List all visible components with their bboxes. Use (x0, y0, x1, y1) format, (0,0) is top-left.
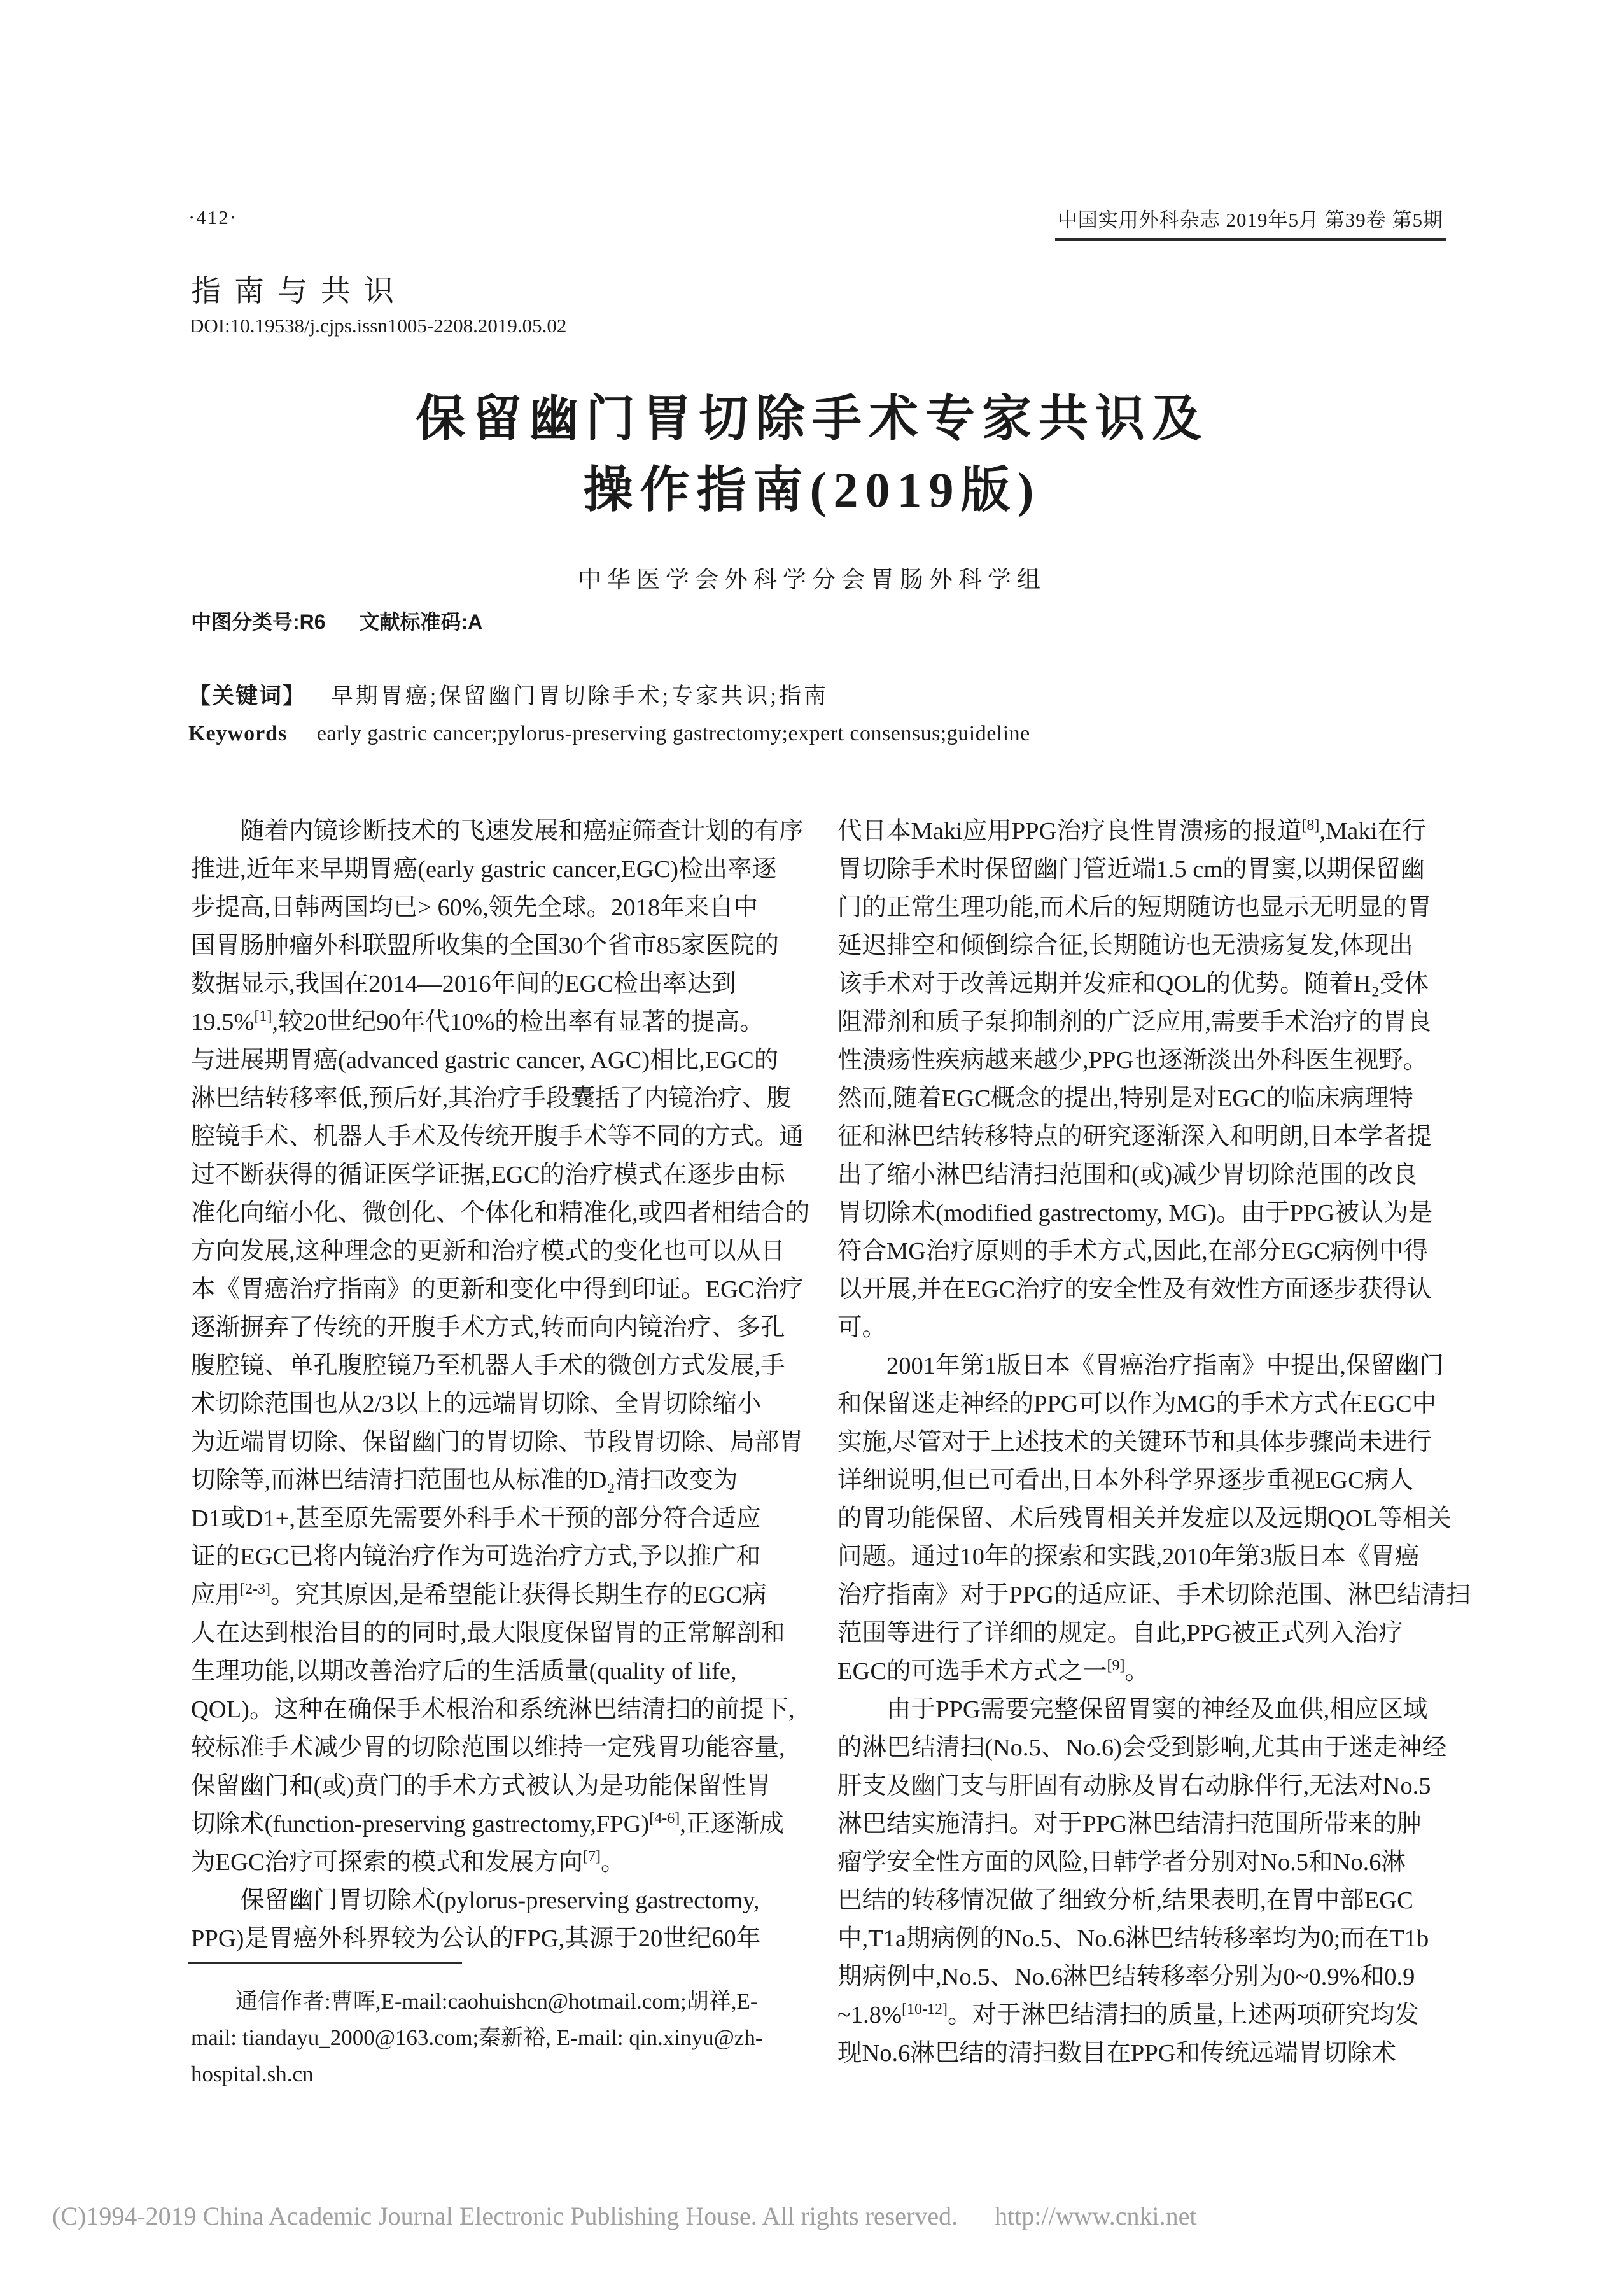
text-line: 保留幽门和(或)贲门的手术方式被认为是功能保留性胃 (191, 1773, 771, 1799)
text-line: 术切除范围也从2/3以上的远端胃切除、全胃切除缩小 (191, 1391, 762, 1417)
text-line: 腔镜手术、机器人手术及传统开腹手术等不同的方式。通 (191, 1123, 804, 1150)
cnki-footer (52, 2201, 1196, 2231)
text-line: 19.5%[1],较20世纪90年代10%的检出率有显著的提高。 (191, 1008, 764, 1036)
text-line: 胃切除手术时保留幽门管近端1.5 cm的胃窦,以期保留幽 (837, 856, 1425, 883)
text-line: 治疗指南》对于PPG的适应证、手术切除范围、淋巴结清扫 (837, 1582, 1471, 1608)
text-line: PPG)是胃癌外科界较为公认的FPG,其源于20世纪60年 (191, 1925, 761, 1952)
text-line: 应用[2-3]。究其原因,是希望能让获得长期生存的EGC病 (191, 1581, 767, 1608)
text-line: D1或D1+,甚至原先需要外科手术干预的部分符合适应 (191, 1505, 761, 1532)
text-line: 过不断获得的循证医学证据,EGC的治疗模式在逐步由标 (191, 1162, 785, 1188)
text-line: 瘤学安全性方面的风险,日韩学者分别对No.5和No.6淋 (837, 1849, 1406, 1876)
text-line: 胃切除术(modified gastrectomy, MG)。由于PPG被认为是 (837, 1200, 1433, 1227)
text-line: 切除等,而淋巴结清扫范围也从标准的D₂清扫改变为 (191, 1467, 738, 1494)
text-line: 然而,随着EGC概念的提出,特别是对EGC的临床病理特 (837, 1085, 1413, 1112)
text-line: 推进,近年来早期胃癌(early gastric cancer,EGC)检出率逐 (191, 856, 777, 883)
text-line: 现No.6淋巴结的清扫数目在PPG和传统远端胃切除术 (837, 2040, 1397, 2067)
copyright-text: (C)1994-2019 China Academic Journal Electronic Publishing House. All rights reserved. (52, 2202, 958, 2230)
text-line: mail: tiandayu_2000@163.com;秦新裕, E-mail: qin.xinyu@zh- (191, 2025, 763, 2050)
text-line: 较标准手术减少胃的切除范围以维持一定残胃功能容量, (191, 1734, 785, 1761)
text-line: 出了缩小淋巴结清扫范围和(或)减少胃切除范围的改良 (837, 1162, 1418, 1188)
text-line: 阻滞剂和质子泵抑制剂的广泛应用,需要手术治疗的胃良 (837, 1009, 1432, 1036)
text-line: 期病例中,No.5、No.6淋巴结转移率分别为0~0.9%和0.9 (837, 1964, 1415, 1990)
keywords-cn-label: 【关键词】 (188, 684, 307, 708)
text-line: 范围等进行了详细的规定。自此,PPG被正式列入治疗 (837, 1620, 1403, 1647)
text-line: 中,T1a期病例的No.5、No.6淋巴结转移率均为0;而在T1b (837, 1925, 1429, 1952)
doi: DOI:10.19538/j.cjps.issn1005-2208.2019.05.02 (190, 314, 567, 337)
text-line: 实施,尽管对于上述技术的关键环节和具体步骤尚未进行 (837, 1429, 1432, 1456)
text-line: 问题。通过10年的探索和实践,2010年第3版日本《胃癌 (837, 1543, 1420, 1570)
document-code: 文献标准码:A (359, 610, 483, 633)
text-line: 可。 (837, 1314, 887, 1341)
text-line: 为EGC治疗可探索的模式和发展方向[7]。 (191, 1848, 626, 1876)
article-title (0, 383, 1624, 526)
left-column (191, 812, 810, 1958)
classification-line (191, 606, 482, 635)
text-line: 数据显示,我国在2014—2016年间的EGC检出率达到 (191, 971, 736, 997)
text-line: 生理功能,以期改善治疗后的生活质量(quality of life, (191, 1658, 737, 1685)
text-line: hospital.sh.cn (191, 2062, 314, 2086)
text-line: 2001年第1版日本《胃癌治疗指南》中提出,保留幽门 (837, 1353, 1444, 1379)
text-line: 国胃肠肿瘤外科联盟所收集的全国30个省市85家医院的 (191, 932, 780, 959)
text-line: 逐渐摒弃了传统的开腹手术方式,转而向内镜治疗、多孔 (191, 1314, 785, 1341)
keywords-en-line (188, 722, 1030, 746)
clc-number: 中图分类号:R6 (191, 610, 326, 633)
text-line: 的淋巴结清扫(No.5、No.6)会受到影响,尤其由于迷走神经 (837, 1734, 1447, 1761)
text-line: 腹腔镜、单孔腹腔镜乃至机器人手术的微创方式发展,手 (191, 1353, 785, 1379)
text-line: 详细说明,但已可看出,日本外科学界逐步重视EGC病人 (837, 1467, 1413, 1494)
journal-header: 中国实用外科杂志 2019年5月 第39卷 第5期 (1055, 204, 1446, 241)
article-title-line2: 操作指南(2019版) (583, 462, 1041, 517)
text-line: 人在达到根治目的的同时,最大限度保留胃的正常解剖和 (191, 1620, 785, 1647)
text-line: 准化向缩小化、微创化、个体化和精准化,或四者相结合的 (191, 1200, 810, 1227)
text-line: 符合MG治疗原则的手术方式,因此,在部分EGC病例中得 (837, 1238, 1429, 1265)
text-line: 本《胃癌治疗指南》的更新和变化中得到印证。EGC治疗 (191, 1276, 804, 1303)
text-line: 和保留迷走神经的PPG可以作为MG的手术方式在EGC中 (837, 1391, 1437, 1417)
text-line: 门的正常生理功能,而术后的短期随访也显示无明显的胃 (837, 894, 1432, 921)
keywords-en-content: early gastric cancer;pylorus-preserving gastrectomy;expert consensus;guideline (316, 722, 1030, 745)
text-line: 以开展,并在EGC治疗的安全性及有效性方面逐步获得认 (837, 1276, 1432, 1303)
text-line: 该手术对于改善远期并发症和QOL的优势。随着H₂受体 (837, 971, 1429, 997)
cnki-url: http://www.cnki.net (995, 2202, 1197, 2230)
text-line: 通信作者:曹晖,E-mail:caohuishcn@hotmail.com;胡祥,E- (191, 1989, 758, 2014)
text-line: 征和淋巴结转移特点的研究逐渐深入和明朗,日本学者提 (837, 1123, 1432, 1150)
text-line: 方向发展,这种理念的更新和治疗模式的变化也可以从日 (191, 1238, 785, 1265)
text-line: 随着内镜诊断技术的飞速发展和癌症筛查计划的有序 (191, 818, 804, 845)
text-line: 为近端胃切除、保留幽门的胃切除、节段胃切除、局部胃 (191, 1429, 804, 1456)
article-title-line1: 保留幽门胃切除手术专家共识及 (415, 391, 1208, 446)
footnote-divider (188, 1962, 462, 1964)
text-line: ~1.8%[10-12]。对于淋巴结清扫的质量,上述两项研究均发 (837, 2001, 1420, 2028)
correspondence-footnote (191, 1983, 797, 2092)
text-line: 延迟排空和倾倒综合征,长期随访也无溃疡复发,体现出 (837, 932, 1413, 959)
text-line: 切除术(function-preserving gastrectomy,FPG)[4-6],正逐渐成 (191, 1810, 784, 1838)
author-group: 中华医学会外科学分会胃肠外科学组 (578, 567, 1046, 593)
keywords-en-label: Keywords (188, 722, 288, 745)
keywords-cn-line (188, 678, 829, 710)
text-line: 性溃疡性疾病越来越少,PPG也逐渐淡出外科医生视野。 (837, 1047, 1428, 1074)
text-line: 由于PPG需要完整保留胃窦的神经及血供,相应区域 (837, 1696, 1428, 1723)
text-line: 巴结的转移情况做了细致分析,结果表明,在胃中部EGC (837, 1887, 1413, 1914)
text-line: EGC的可选手术方式之一[9]。 (837, 1657, 1150, 1685)
text-line: 保留幽门胃切除术(pylorus-preserving gastrectomy, (191, 1887, 760, 1914)
text-line: QOL)。这种在确保手术根治和系统淋巴结清扫的前提下, (191, 1696, 795, 1723)
text-line: 步提高,日韩两国均已> 60%,领先全球。2018年来自中 (191, 894, 759, 921)
text-line: 淋巴结转移率低,预后好,其治疗手段囊括了内镜治疗、腹 (191, 1085, 792, 1112)
text-line: 与进展期胃癌(advanced gastric cancer, AGC)相比,EGC的 (191, 1047, 779, 1074)
section-label: 指南与共识 (191, 275, 407, 308)
right-column (837, 812, 1471, 2072)
page-number: ·412· (188, 206, 238, 229)
text-line: 淋巴结实施清扫。对于PPG淋巴结清扫范围所带来的肿 (837, 1811, 1422, 1838)
text-line: 证的EGC已将内镜治疗作为可选治疗方式,予以推广和 (191, 1543, 761, 1570)
keywords-cn-content: 早期胃癌;保留幽门胃切除手术;专家共识;指南 (330, 684, 829, 708)
text-line: 的胃功能保留、术后残胃相关并发症以及远期QOL等相关 (837, 1505, 1452, 1532)
text-line: 代日本Maki应用PPG治疗良性胃溃疡的报道[8],Maki在行 (837, 817, 1427, 845)
text-line: 肝支及幽门支与肝固有动脉及胃右动脉伴行,无法对No.5 (837, 1773, 1431, 1799)
